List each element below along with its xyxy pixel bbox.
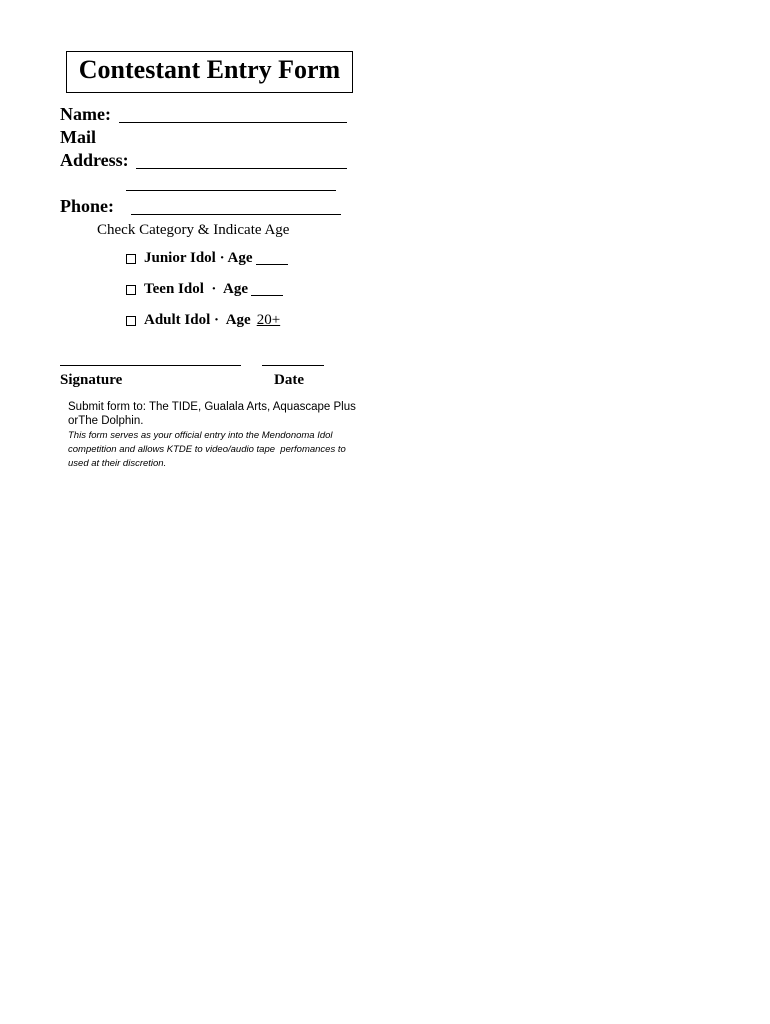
adult-age-value: 20+ <box>256 312 281 328</box>
teen-checkbox[interactable] <box>126 285 136 295</box>
category-teen[interactable] <box>126 281 283 298</box>
form-title: Contestant Entry Form <box>78 55 341 84</box>
submit-note-line2: orThe Dolphin. <box>68 415 144 427</box>
teen-age-field[interactable] <box>251 283 283 296</box>
phone-label: Phone: <box>60 196 114 216</box>
submit-note-line1: Submit form to: The TIDE, Gualala Arts, Aquascape Plus <box>68 401 356 413</box>
adult-label: Adult Idol · Age <box>144 312 251 328</box>
category-junior[interactable] <box>126 250 288 267</box>
address-label: Address: <box>60 150 129 170</box>
teen-label: Teen Idol · Age <box>144 281 249 297</box>
date-label: Date <box>274 372 304 388</box>
address-field-line2[interactable] <box>126 190 336 191</box>
category-adult[interactable] <box>126 312 288 329</box>
name-label: Name: <box>60 104 111 124</box>
form-title-box <box>66 51 353 93</box>
date-field[interactable] <box>262 365 324 366</box>
signature-label: Signature <box>60 372 123 388</box>
disclaimer-line3: used at their discretion. <box>68 458 167 469</box>
disclaimer-line2: competition and allows KTDE to video/audio tape perfomances to <box>68 444 346 455</box>
phone-field[interactable] <box>131 214 341 215</box>
address-field-line1[interactable] <box>136 168 347 169</box>
junior-age-field[interactable] <box>256 252 288 265</box>
category-instruction: Check Category & Indicate Age <box>97 222 290 238</box>
disclaimer-line1: This form serves as your official entry into the Mendonoma Idol <box>68 430 333 441</box>
junior-checkbox[interactable] <box>126 254 136 264</box>
junior-label: Junior Idol · Age <box>144 250 253 266</box>
signature-field[interactable] <box>60 365 241 366</box>
adult-checkbox[interactable] <box>126 316 136 326</box>
name-field[interactable] <box>119 122 347 123</box>
mail-label: Mail <box>60 127 96 147</box>
